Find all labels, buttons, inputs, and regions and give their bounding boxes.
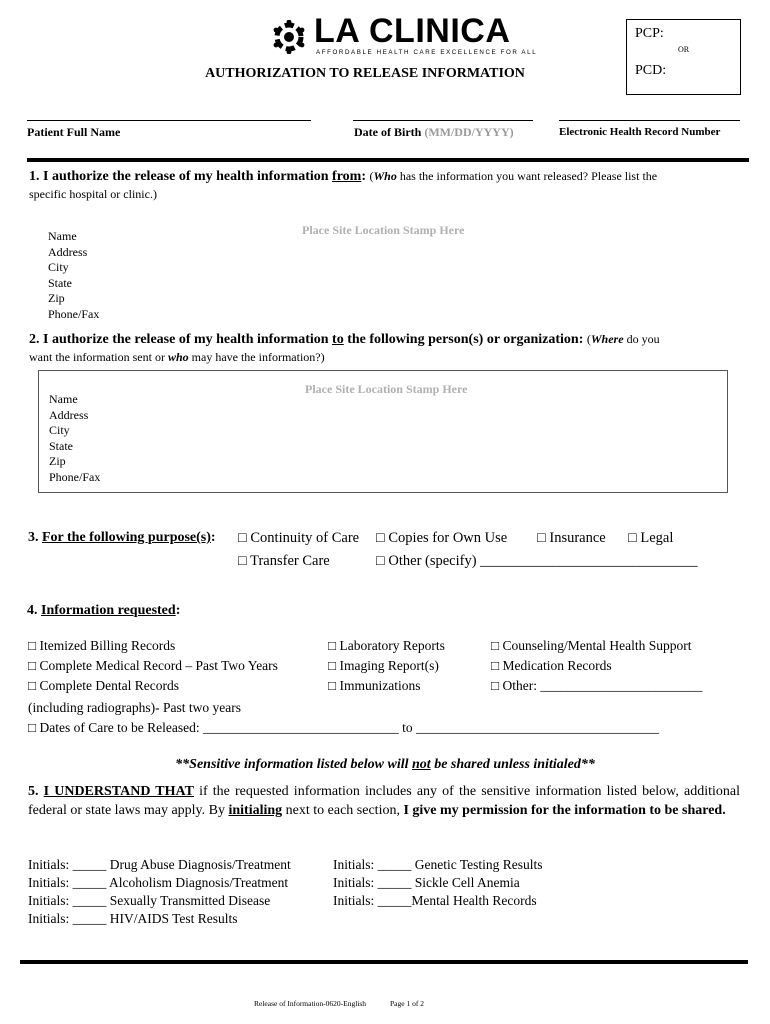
purpose-insurance-checkbox[interactable]: □ Insurance [537,530,606,546]
section1-heading-text: 1. I authorize the release of my health information [29,169,333,184]
info-dates-of-care-checkbox[interactable]: □ Dates of Care to be Released: _____________________________ to ____________________________________ [28,720,659,735]
section1-colon: : [361,169,366,184]
sensitive-note-before: **Sensitive information listed below will [175,757,413,772]
section2-heading-rest: the following person(s) or organization: [343,332,584,347]
section2-field-address: Address [49,407,89,422]
purpose-copies-checkbox[interactable]: □ Copies for Own Use [376,530,508,546]
patient-name-label: Patient Full Name [27,125,121,139]
section2-fields [49,392,100,485]
section1-fields [48,229,99,322]
dob-label-group [354,125,514,140]
info-immunizations-checkbox[interactable]: □ Immunizations [328,678,421,693]
section5-paragraph [28,782,740,820]
section1-hint-open: ( [369,169,374,183]
logo-tagline: AFFORDABLE HEALTH CARE EXCELLENCE FOR ALL [316,49,538,56]
section5-permission: I give my permission for the information to be shared. [403,803,726,818]
section3-number: 3. [28,530,42,545]
section1-field-state: State [48,275,72,290]
or-label: OR [677,45,690,54]
la-clinica-emblem-icon [272,20,306,54]
patient-name-line[interactable] [27,120,311,121]
info-dental-checkbox[interactable]: □ Complete Dental Records [28,678,179,693]
info-imaging-checkbox[interactable]: □ Imaging Report(s) [328,658,439,673]
purpose-transfer-checkbox[interactable]: □ Transfer Care [238,553,330,569]
section2-to: to [332,332,344,347]
pcd-label: PCD: [635,63,667,78]
section1-hint-line2: specific hospital or clinic.) [29,187,157,201]
section2-heading-text: 2. I authorize the release of my health information [29,332,333,347]
info-laboratory-checkbox[interactable]: □ Laboratory Reports [328,638,445,653]
info-itemized-billing-checkbox[interactable]: □ Itemized Billing Records [28,638,176,653]
section4-number: 4. [27,603,41,618]
section1-from: from [332,169,362,184]
initials-genetic-testing[interactable]: Initials: _____ Genetic Testing Results [333,857,543,872]
section1-field-name: Name [48,229,77,243]
ehr-label: Electronic Health Record Number [559,126,721,138]
section2-hint: do you [623,332,660,346]
initials-hiv-aids[interactable]: Initials: _____ HIV/AIDS Test Results [28,911,238,926]
section1-field-city: City [48,260,69,274]
purpose-continuity-checkbox[interactable]: □ Continuity of Care [238,530,360,546]
section5-number: 5. [28,784,44,799]
section4-heading-text: Information requested [41,603,176,618]
initials-left-column [28,856,291,928]
section1-stamp-placeholder: Place Site Location Stamp Here [302,223,465,237]
divider-top [27,158,749,162]
section5-understand: I UNDERSTAND THAT [43,784,194,799]
dob-hint: (MM/DD/YYYY) [424,125,514,139]
ehr-line[interactable] [559,120,740,121]
section2-heading [29,332,660,348]
section2-hint-line2 [29,350,325,365]
section5-text1: if the requested information includes any of the sensitive information listed below, additional federal or state laws may apply. By [28,784,740,818]
section3-heading-text: For the following purpose(s) [42,530,211,545]
pcp-pcd-box[interactable] [626,19,741,95]
page-title: AUTHORIZATION TO RELEASE INFORMATION [205,66,525,81]
section2-field-state: State [49,438,73,453]
initials-std[interactable]: Initials: _____ Sexually Transmitted Disease [28,893,271,908]
section2-field-name: Name [49,392,78,406]
sensitive-note-not: not [412,757,431,772]
info-complete-medical-checkbox[interactable]: □ Complete Medical Record – Past Two Years [28,658,278,673]
section4-colon: : [175,603,181,618]
section1-field-phone: Phone/Fax [48,306,100,321]
section2-hint-a: want the information sent or [29,350,168,364]
section3-colon: : [210,530,216,545]
initials-mental-health[interactable]: Initials: _____Mental Health Records [333,893,537,908]
section4-heading [27,603,180,619]
section1-hint: has the information you want released? Please list the [396,169,658,183]
section1-heading [29,169,657,185]
pcp-label: PCP: [635,26,664,41]
section2-field-phone: Phone/Fax [49,469,101,484]
la-clinica-logo [272,12,538,58]
footer-page-number: Page 1 of 2 [390,999,424,1008]
section2-field-city: City [49,423,70,437]
section2-hint-open: ( [586,332,591,346]
section2-who: who [167,350,189,364]
section3-heading [28,530,216,546]
sensitive-note-after: be shared unless initialed** [430,757,595,772]
logo-text: LA CLINICA [314,12,511,50]
dob-line[interactable] [353,120,533,121]
section2-where: Where [590,332,624,346]
initials-right-column [333,856,543,910]
footer-form-id: Release of Information-0620-English [254,999,367,1008]
purpose-legal-checkbox[interactable]: □ Legal [628,530,674,546]
info-counseling-checkbox[interactable]: □ Counseling/Mental Health Support [491,638,692,653]
section1-field-address: Address [48,244,88,259]
initials-drug-abuse[interactable]: Initials: _____ Drug Abuse Diagnosis/Treatment [28,857,291,872]
section2-field-zip: Zip [49,454,66,468]
info-radiographs-note: (including radiographs)- Past two years [28,700,241,715]
purpose-other-checkbox[interactable]: □ Other (specify) ______________________________ [376,553,698,569]
section5-text2: next to each section, [282,803,404,818]
divider-bottom [20,960,748,964]
info-other-checkbox[interactable]: □ Other: ________________________ [491,678,703,693]
initials-alcoholism[interactable]: Initials: _____ Alcoholism Diagnosis/Treatment [28,875,289,890]
dob-label: Date of Birth [354,125,422,139]
sensitive-info-note [0,757,770,773]
info-medication-checkbox[interactable]: □ Medication Records [491,658,612,673]
initials-sickle-cell[interactable]: Initials: _____ Sickle Cell Anemia [333,875,520,890]
section2-stamp-placeholder: Place Site Location Stamp Here [305,382,468,396]
section1-field-zip: Zip [48,291,65,305]
section1-who: Who [373,169,397,183]
section2-hint-b: may have the information?) [188,350,325,364]
section5-initialing: initialing [228,803,283,818]
